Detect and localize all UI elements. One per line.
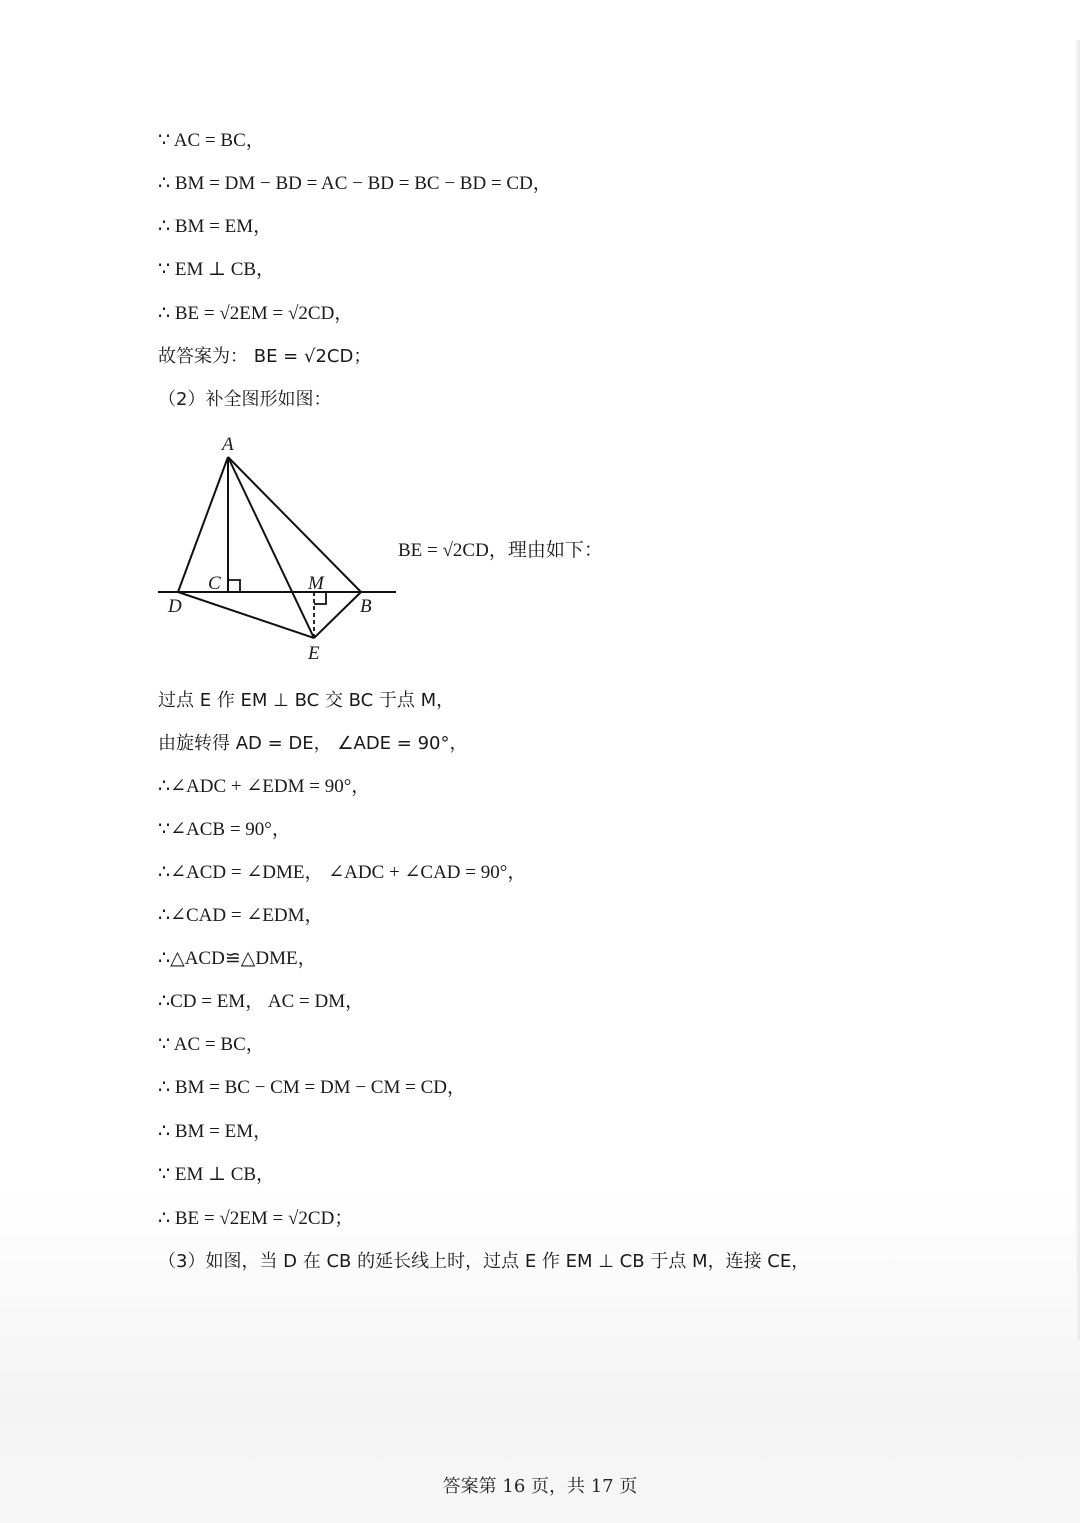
- line-eb: [314, 592, 361, 638]
- proof-line-10: ∴ BM = BC − CM = DM − CM = CD，: [158, 1077, 466, 1098]
- text-line-2: ∴ BM = DM − BD = AC − BD = BC − BD = CD，: [158, 173, 552, 194]
- text-line-3: ∴ BM = EM，: [158, 216, 273, 237]
- proof-line-11: ∴ BM = EM，: [158, 1121, 273, 1142]
- text-line-1: ∵ AC = BC，: [158, 130, 265, 151]
- geometry-diagram: [150, 430, 410, 670]
- line-ab: [228, 457, 361, 592]
- proof-line-12: ∵ EM ⊥ CB，: [158, 1164, 276, 1185]
- line-de: [178, 592, 314, 638]
- proof-line-4: ∵∠ACB = 90°，: [158, 819, 291, 840]
- label-d: D: [168, 596, 182, 617]
- proof-line-8: ∴CD = EM， AC = DM，: [158, 991, 365, 1012]
- proof-line-5: ∴∠ACD = ∠DME， ∠ADC + ∠CAD = 90°，: [158, 862, 527, 883]
- label-b: B: [360, 596, 372, 617]
- geometry-figure: [150, 430, 410, 670]
- proof-line-3: ∴∠ADC + ∠EDM = 90°，: [158, 776, 371, 797]
- right-angle-c: [228, 580, 240, 592]
- proof-line-2: 由旋转得 AD = DE， ∠ADE = 90°，: [158, 733, 468, 754]
- proof-line-6: ∴∠CAD = ∠EDM，: [158, 905, 324, 926]
- text-line-4: ∵ EM ⊥ CB，: [158, 259, 276, 280]
- label-c: C: [208, 573, 221, 594]
- line-ae: [228, 457, 314, 638]
- page-edge-shadow: [1074, 40, 1080, 1340]
- label-m: M: [308, 573, 324, 594]
- figure-conclusion: BE = √2CD，理由如下：: [398, 540, 603, 561]
- proof-line-9: ∵ AC = BC，: [158, 1034, 265, 1055]
- text-line-7: （2）补全图形如图：: [158, 389, 332, 410]
- label-a: A: [222, 434, 234, 455]
- label-e: E: [308, 643, 320, 664]
- text-line-5: ∴ BE = √2EM = √2CD，: [158, 303, 354, 324]
- page-footer: 答案第 16 页，共 17 页: [442, 1476, 638, 1497]
- proof-line-7: ∴△ACD≌△DME，: [158, 948, 317, 969]
- line-ad: [178, 457, 228, 592]
- proof-line-1: 过点 E 作 EM ⊥ BC 交 BC 于点 M，: [158, 690, 455, 711]
- proof-line-14: （3）如图，当 D 在 CB 的延长线上时，过点 E 作 EM ⊥ CB 于点 M，连接 CE，: [158, 1251, 810, 1272]
- text-line-6: 故答案为： BE = √2CD；: [158, 346, 372, 367]
- proof-line-13: ∴ BE = √2EM = √2CD；: [158, 1208, 354, 1229]
